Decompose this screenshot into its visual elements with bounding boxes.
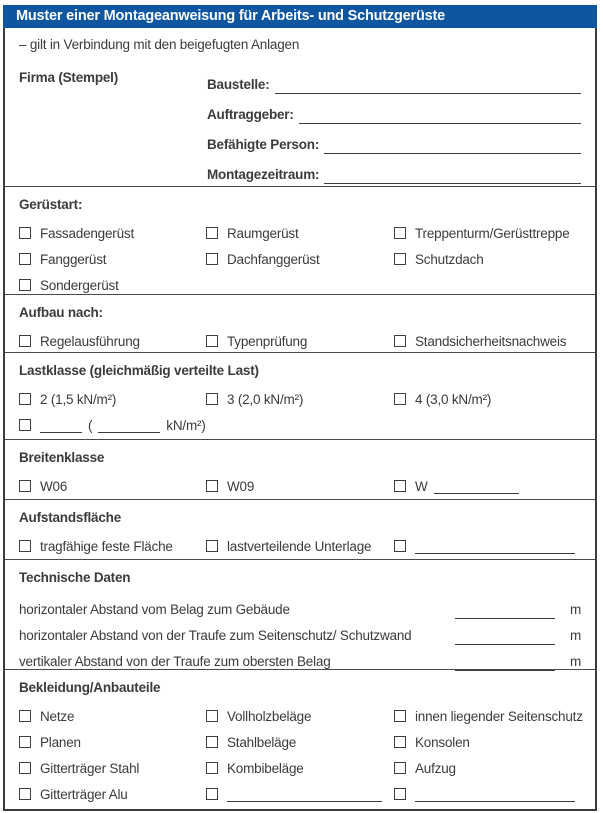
checkbox-vollholzbelaege[interactable] — [206, 710, 218, 722]
form-title: Muster einer Montageanweisung für Arbeits- und Schutzgerüste — [3, 5, 597, 28]
auftraggeber-label: Auftraggeber: — [207, 107, 294, 122]
lastklasse-heading: Lastklasse (gleichmäßig verteilte Last) — [19, 363, 259, 378]
befaehigte-person-input-line[interactable] — [324, 135, 581, 154]
field-befaehigte-person — [207, 124, 581, 154]
lastklasse-2-label: 2 (1,5 kN/m²) — [40, 391, 117, 407]
gittertraeger-stahl-label: Gitterträger Stahl — [40, 760, 140, 776]
option-typenpruefung — [206, 328, 394, 354]
lastklasse-custom-open-paren: ( — [88, 417, 93, 433]
option-tragfaehige-feste-flaeche — [19, 533, 206, 559]
sondergeruest-label: Sondergerüst — [40, 277, 119, 293]
option-lastverteilende-unterlage — [206, 533, 394, 559]
technische-daten-heading: Technische Daten — [19, 570, 131, 585]
option-netze — [19, 703, 206, 729]
belag-gebaeude-input-line[interactable] — [455, 602, 555, 619]
checkbox-bekleidung-custom-2[interactable] — [394, 788, 406, 800]
option-fassadengeruest — [19, 220, 206, 246]
bekleidung-custom-1-input-line[interactable] — [227, 786, 382, 802]
checkbox-dachfanggeruest[interactable] — [206, 253, 218, 265]
option-innen-liegender-seitenschutz — [394, 703, 583, 729]
w09-label: W09 — [227, 478, 255, 494]
checkbox-kombibelaege[interactable] — [206, 762, 218, 774]
option-bekleidung-custom-1 — [206, 781, 394, 807]
traufe-seitenschutz-input-line[interactable] — [455, 628, 555, 645]
bekleidung-custom-2-input-line[interactable] — [415, 786, 575, 802]
w06-label: W06 — [40, 478, 68, 494]
checkbox-w09[interactable] — [206, 480, 218, 492]
netze-label: Netze — [40, 708, 75, 724]
option-lastklasse-4 — [394, 386, 581, 412]
auftraggeber-input-line[interactable] — [299, 105, 581, 124]
lastverteilende-unterlage-label: lastverteilende Unterlage — [227, 538, 372, 554]
option-stahlbelaege — [206, 729, 394, 755]
tech-row-belag-gebaeude — [19, 593, 581, 619]
checkbox-w-custom[interactable] — [394, 480, 406, 492]
form-body — [3, 28, 597, 811]
checkbox-planen[interactable] — [19, 736, 31, 748]
aufstandsflaeche-custom-input-line[interactable] — [415, 538, 575, 554]
w-custom-prefix: W — [415, 478, 428, 494]
option-lastklasse-3 — [206, 386, 394, 412]
belag-gebaeude-unit: m — [569, 602, 581, 617]
checkbox-lastklasse-4[interactable] — [394, 393, 406, 405]
lastklasse-custom-value-line[interactable] — [98, 417, 160, 433]
typenpruefung-label: Typenprüfung — [227, 333, 308, 349]
checkbox-regelausfuehrung[interactable] — [19, 335, 31, 347]
section-aufbau-nach — [5, 294, 595, 352]
form-subtitle: – gilt in Verbindung mit den beigefugten Anlagen — [19, 37, 300, 52]
traufe-seitenschutz-unit: m — [569, 628, 581, 643]
field-montagezeitraum — [207, 154, 581, 184]
checkbox-schutzdach[interactable] — [394, 253, 406, 265]
firma-stempel-label: Firma (Stempel) — [19, 70, 119, 85]
section-geruestart — [5, 186, 595, 294]
option-kombibelaege — [206, 755, 394, 781]
option-gittertraeger-stahl — [19, 755, 206, 781]
option-sondergeruest — [19, 272, 206, 298]
traufe-seitenschutz-label: horizontaler Abstand von der Traufe zum Seitenschutz/ Schutzwand — [19, 628, 412, 643]
option-lastklasse-custom — [19, 412, 581, 438]
tech-row-traufe-seitenschutz — [19, 619, 581, 645]
schutzdach-label: Schutzdach — [415, 251, 484, 267]
section-lastklasse — [5, 352, 595, 439]
checkbox-aufstandsflaeche-custom[interactable] — [394, 540, 406, 552]
option-schutzdach — [394, 246, 581, 272]
lastklasse-4-label: 4 (3,0 kN/m²) — [415, 391, 492, 407]
option-w06 — [19, 473, 206, 499]
breitenklasse-heading: Breitenklasse — [19, 450, 105, 465]
tragfaehige-feste-flaeche-label: tragfähige feste Fläche — [40, 538, 173, 554]
section-technische-daten — [5, 559, 595, 669]
option-aufzug — [394, 755, 583, 781]
option-treppenturm-geruesttreppe — [394, 220, 581, 246]
geruestart-heading: Gerüstart: — [19, 197, 83, 212]
intro-fields — [207, 64, 581, 184]
option-dachfanggeruest — [206, 246, 394, 272]
aufzug-label: Aufzug — [415, 760, 456, 776]
lastklasse-custom-unit: kN/m²) — [166, 417, 206, 433]
treppenturm-geruesttreppe-label: Treppenturm/Gerüsttreppe — [415, 225, 570, 241]
checkbox-lastverteilende-unterlage[interactable] — [206, 540, 218, 552]
section-breitenklasse — [5, 439, 595, 499]
section-bekleidung-anbauteile — [5, 669, 595, 809]
aufstandsflaeche-heading: Aufstandsfläche — [19, 510, 122, 525]
gittertraeger-alu-label: Gitterträger Alu — [40, 786, 128, 802]
section-intro — [5, 28, 595, 186]
konsolen-label: Konsolen — [415, 734, 470, 750]
aufbau-nach-heading: Aufbau nach: — [19, 305, 103, 320]
standsicherheitsnachweis-label: Standsicherheitsnachweis — [415, 333, 567, 349]
baustelle-input-line[interactable] — [275, 75, 581, 94]
lastklasse-custom-class-line[interactable] — [40, 417, 82, 433]
checkbox-fanggeruest[interactable] — [19, 253, 31, 265]
field-baustelle — [207, 64, 581, 94]
option-lastklasse-2 — [19, 386, 206, 412]
checkbox-netze[interactable] — [19, 710, 31, 722]
section-aufstandsflaeche — [5, 499, 595, 559]
fassadengeruest-label: Fassadengerüst — [40, 225, 135, 241]
lastklasse-3-label: 3 (2,0 kN/m²) — [227, 391, 304, 407]
checkbox-innen-liegender-seitenschutz[interactable] — [394, 710, 406, 722]
befaehigte-person-label: Befähigte Person: — [207, 137, 320, 152]
checkbox-fassadengeruest[interactable] — [19, 227, 31, 239]
dachfanggeruest-label: Dachfanggerüst — [227, 251, 320, 267]
traufe-belag-unit: m — [569, 654, 581, 669]
planen-label: Planen — [40, 734, 81, 750]
checkbox-w06[interactable] — [19, 480, 31, 492]
checkbox-tragfaehige-feste-flaeche[interactable] — [19, 540, 31, 552]
traufe-belag-label: vertikaler Abstand von der Traufe zum obersten Belag — [19, 654, 331, 669]
montageanweisung-form — [3, 5, 597, 811]
montagezeitraum-label: Montagezeitraum: — [207, 167, 320, 182]
option-fanggeruest — [19, 246, 206, 272]
raumgeruest-label: Raumgerüst — [227, 225, 299, 241]
belag-gebaeude-label: horizontaler Abstand vom Belag zum Gebäude — [19, 602, 290, 617]
checkbox-lastklasse-custom[interactable] — [19, 419, 31, 431]
fanggeruest-label: Fanggerüst — [40, 251, 107, 267]
option-regelausfuehrung — [19, 328, 206, 354]
option-gittertraeger-alu — [19, 781, 206, 807]
checkbox-stahlbelaege[interactable] — [206, 736, 218, 748]
option-planen — [19, 729, 206, 755]
traufe-belag-input-line[interactable] — [455, 654, 555, 671]
checkbox-gittertraeger-alu[interactable] — [19, 788, 31, 800]
checkbox-standsicherheitsnachweis[interactable] — [394, 335, 406, 347]
checkbox-sondergeruest[interactable] — [19, 279, 31, 291]
checkbox-aufzug[interactable] — [394, 762, 406, 774]
checkbox-typenpruefung[interactable] — [206, 335, 218, 347]
montagezeitraum-input-line[interactable] — [324, 165, 581, 184]
option-w-custom — [394, 473, 581, 499]
field-auftraggeber — [207, 94, 581, 124]
bekleidung-heading: Bekleidung/Anbauteile — [19, 680, 161, 695]
option-bekleidung-custom-2 — [394, 781, 583, 807]
option-konsolen — [394, 729, 583, 755]
checkbox-lastklasse-2[interactable] — [19, 393, 31, 405]
option-raumgeruest — [206, 220, 394, 246]
vollholzbelaege-label: Vollholzbeläge — [227, 708, 312, 724]
baustelle-label: Baustelle: — [207, 77, 270, 92]
innen-liegender-seitenschutz-label: innen liegender Seitenschutz — [415, 708, 583, 724]
checkbox-raumgeruest[interactable] — [206, 227, 218, 239]
checkbox-treppenturm-geruesttreppe[interactable] — [394, 227, 406, 239]
w-custom-input-line[interactable] — [434, 478, 519, 494]
tech-row-traufe-belag — [19, 645, 581, 671]
option-vollholzbelaege — [206, 703, 394, 729]
checkbox-bekleidung-custom-1[interactable] — [206, 788, 218, 800]
regelausfuehrung-label: Regelausführung — [40, 333, 140, 349]
option-standsicherheitsnachweis — [394, 328, 581, 354]
checkbox-gittertraeger-stahl[interactable] — [19, 762, 31, 774]
stahlbelaege-label: Stahlbeläge — [227, 734, 297, 750]
option-w09 — [206, 473, 394, 499]
checkbox-konsolen[interactable] — [394, 736, 406, 748]
kombibelaege-label: Kombibeläge — [227, 760, 304, 776]
option-aufstandsflaeche-custom — [394, 533, 581, 559]
checkbox-lastklasse-3[interactable] — [206, 393, 218, 405]
